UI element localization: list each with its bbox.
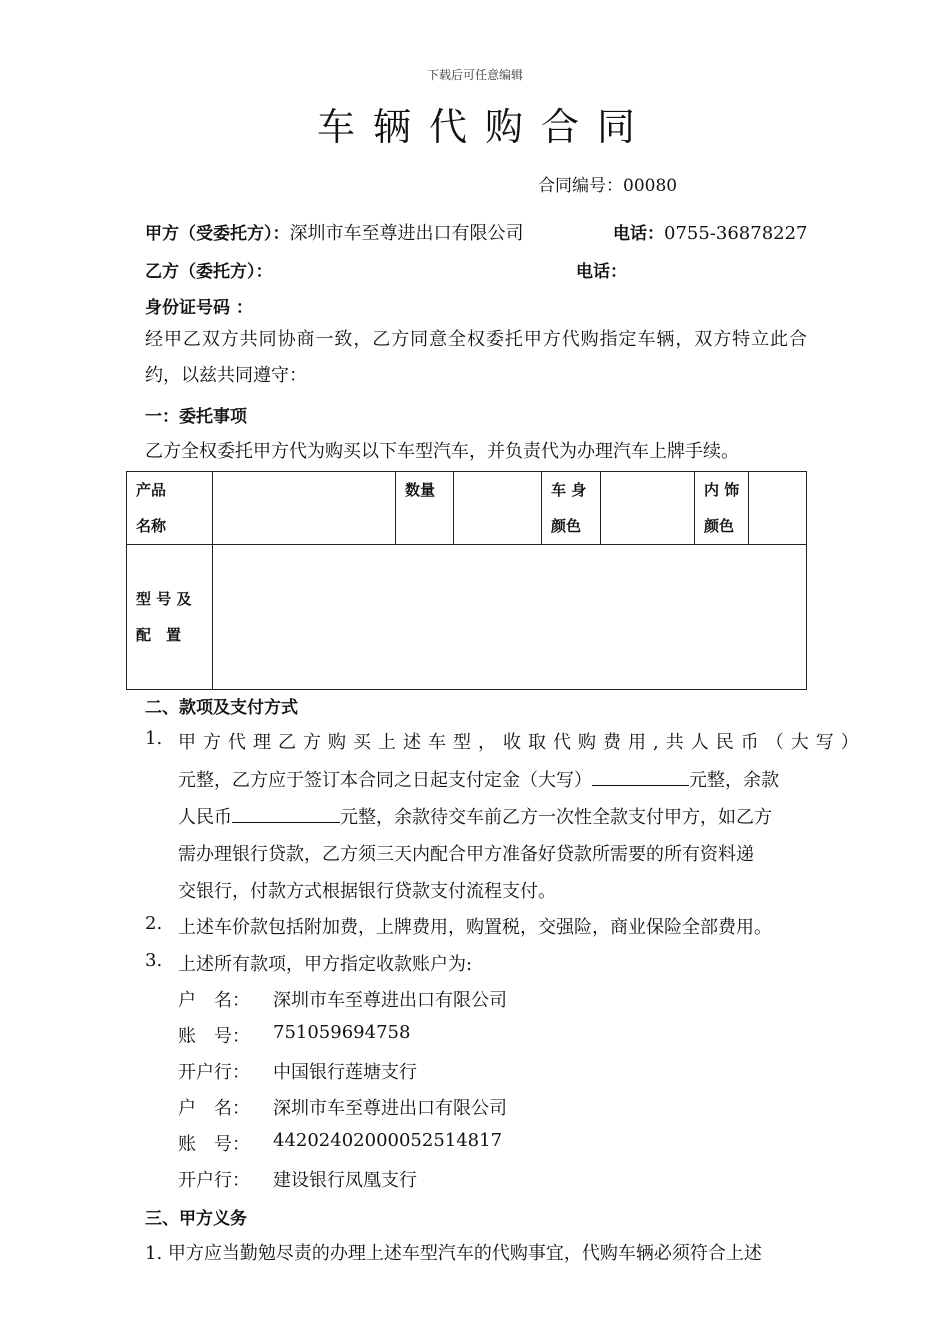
vehicle-table xyxy=(126,471,807,690)
account-value: 44202402000052514817 xyxy=(273,1130,503,1151)
interior-color-header: 内 饰 颜色 xyxy=(695,472,749,545)
id-number-label: 身份证号码 ： xyxy=(145,298,253,318)
intro-paragraph: 经甲乙双方共同协商一致，乙方同意全权委托甲方代购指定车辆，双方特立此合约，以兹共同遵守： xyxy=(145,329,807,386)
section-3-title: 三、甲方义务 xyxy=(145,1209,247,1229)
account-value: 深圳市车至尊进出口有限公司 xyxy=(273,1098,507,1119)
account-key: 户 名： xyxy=(178,1098,250,1119)
item-1-line-4: 需办理银行贷款，乙方须三天内配合甲方准备好贷款所需要的所有资料递 xyxy=(178,844,754,865)
item-1-line-3: 人民币 元整，余款待交车前乙方一次性全款支付甲方，如乙方 xyxy=(178,803,772,829)
interior-color-cell[interactable] xyxy=(749,472,807,545)
item-1-line-1: 甲方代理乙方购买上述车型，收取代购费用,共人民币（大写） xyxy=(178,732,866,753)
document-title: 车辆代购合同 xyxy=(316,105,653,149)
party-a-phone-line xyxy=(613,219,808,244)
product-name-header: 产品 名称 xyxy=(127,472,213,545)
quantity-cell[interactable] xyxy=(454,472,542,545)
body-color-header: 车 身 颜色 xyxy=(542,472,601,545)
deposit-blank[interactable] xyxy=(592,767,689,786)
item-2-text: 上述车价款包括附加费，上牌费用，购置税，交强险，商业保险全部费用。 xyxy=(178,917,772,938)
model-config-cell[interactable] xyxy=(213,545,807,690)
section-1-text: 乙方全权委托甲方代为购买以下车型汽车，并负责代为办理汽车上牌手续。 xyxy=(145,441,739,462)
section-1-title: 一：委托事项 xyxy=(145,407,247,427)
account-value: 深圳市车至尊进出口有限公司 xyxy=(273,990,507,1011)
party-a-label: 甲方（受委托方）： xyxy=(145,224,290,244)
header-note: 下载后可任意编辑 xyxy=(426,68,523,82)
party-b-phone-label: 电话： xyxy=(576,262,627,282)
account-value: 中国银行莲塘支行 xyxy=(273,1062,417,1083)
section-2-title: 二、款项及支付方式 xyxy=(145,698,298,718)
item-3-number: 3. xyxy=(145,950,163,971)
item-1-line-5: 交银行，付款方式根据银行贷款支付流程支付。 xyxy=(178,881,556,902)
product-name-cell[interactable] xyxy=(213,472,396,545)
account-value: 751059694758 xyxy=(273,1022,411,1043)
table-row xyxy=(127,472,807,545)
party-a-phone: 0755-36878227 xyxy=(664,223,808,244)
balance-blank[interactable] xyxy=(232,804,340,823)
party-a-line xyxy=(145,219,524,245)
account-value: 建设银行凤凰支行 xyxy=(273,1170,417,1191)
table-row xyxy=(127,545,807,690)
account-key: 账 号： xyxy=(178,1134,250,1155)
party-b-label: 乙方（委托方）： xyxy=(145,262,273,282)
contract-number: 合同编号：00080 xyxy=(538,176,678,196)
item-3-text: 上述所有款项，甲方指定收款账户为: xyxy=(178,954,473,975)
body-color-cell[interactable] xyxy=(601,472,695,545)
item-2-number: 2. xyxy=(145,913,163,934)
party-a-name: 深圳市车至尊进出口有限公司 xyxy=(289,223,524,244)
account-key: 账 号： xyxy=(178,1026,250,1047)
account-key: 开户行： xyxy=(178,1062,250,1083)
party-a-phone-label: 电话： xyxy=(613,224,664,244)
account-key: 开户行： xyxy=(178,1170,250,1191)
section-3-item-1: 1. 甲方应当勤勉尽责的办理上述车型汽车的代购事宜，代购车辆必须符合上述 xyxy=(145,1243,762,1264)
model-config-header: 型 号 及 配 置 xyxy=(127,545,213,690)
item-1-line-2: 元整，乙方应于签订本合同之日起支付定金（大写） 元整，余款 xyxy=(178,766,779,792)
quantity-header: 数量 xyxy=(396,472,454,545)
account-key: 户 名： xyxy=(178,990,250,1011)
item-1-number: 1. xyxy=(145,728,163,749)
